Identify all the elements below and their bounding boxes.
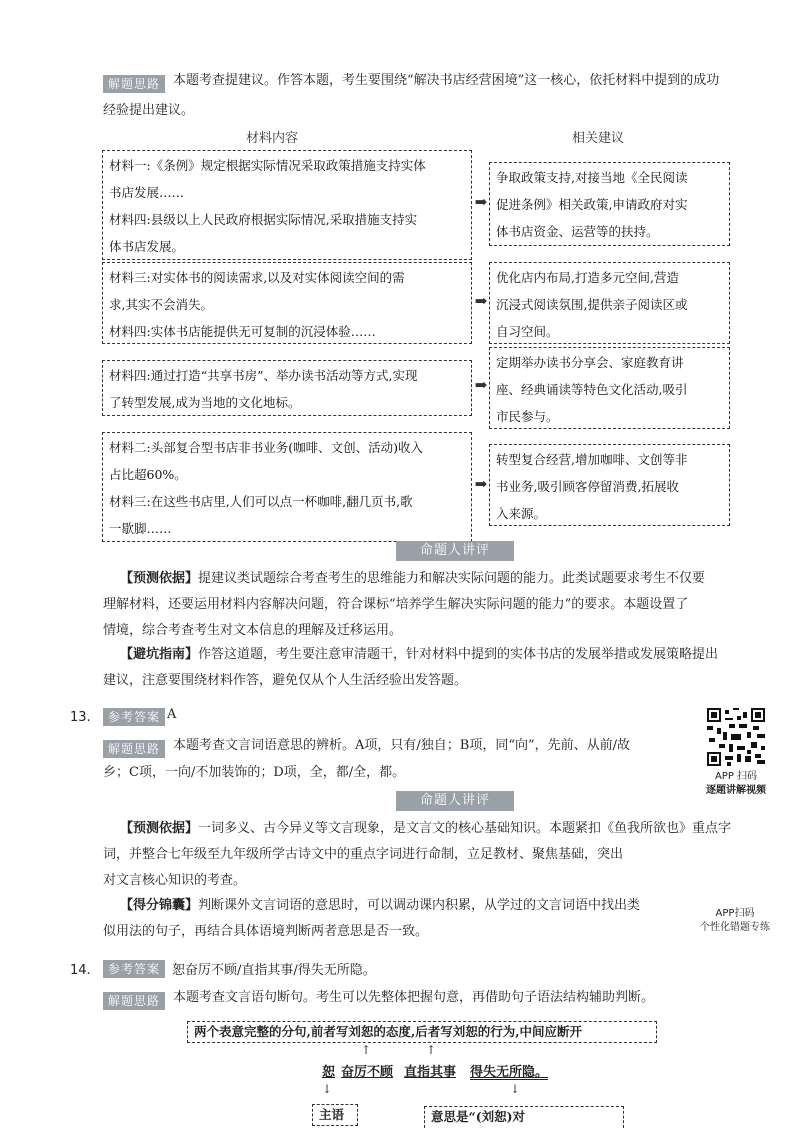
reference-answer-tag: 参考答案	[103, 960, 165, 978]
suggestion-line: 书业务,吸引顾客停留消费,拓展收	[496, 479, 679, 494]
text-line: 理解材料，还要运用材料内容解决问题，符合课标“培养学生解决实际问题的能力”的要求。本题设置了	[103, 597, 689, 612]
app-scan-caption	[695, 770, 777, 798]
analysis-note-box: 两个表意完整的分句,前者写刘恕的态度,后者写刘恕的行为,中间应断开	[187, 1021, 657, 1043]
sentence-segment: 得失无所隐。	[470, 1065, 549, 1080]
prediction-basis-label: 【预测依据】	[120, 821, 199, 836]
text-line: 判断课外文言词语的意思时，可以调动课内积累，从学过的文言词语中找出类	[198, 898, 641, 913]
material-line: 材料四:实体书店能提供无可复制的沉浸体验……	[109, 324, 376, 339]
arrow-right-icon: ➡	[474, 475, 488, 493]
suggestion-line: 转型复合经营,增加咖啡、文创等非	[496, 452, 688, 467]
material-line: 求,其实不会消失。	[109, 297, 213, 312]
arrow-right-icon: ➡	[474, 376, 488, 394]
solution-text-line2: 乡；C项，一向/不加装饰的；D项，全，都/全，都。	[103, 765, 406, 780]
solution-text-line2: 经验提出建议。	[103, 103, 195, 118]
solution-text-line1: 本题考查文言词语意思的辨析。A项，只有/独自；B项，同“向”，先前、从前/故	[173, 738, 630, 753]
scoring-tips	[120, 893, 700, 919]
suggestion-line: 入来源。	[496, 506, 547, 521]
suggestion-line: 优化店内布局,打造多元空间,营造	[496, 270, 679, 285]
suggestion-line: 自习空间。	[496, 324, 559, 339]
material-line: 材料四:通过打造“共享书房”、举办读书活动等方式,实现	[109, 368, 418, 383]
prediction-basis-label: 【预测依据】	[120, 571, 199, 586]
suggestion-box-4	[489, 444, 730, 526]
solution-text-line1: 本题考查提建议。作答本题，考生要围绕“解决书店经营困境”这一核心，依托材料中提到的成功	[173, 73, 720, 88]
material-line: 体书店发展。	[109, 239, 185, 254]
answer-text: 恕奋厉不顾/直指其事/得失无所隐。	[172, 963, 376, 978]
answer-text: A	[167, 707, 177, 722]
suggestion-line: 市民参与。	[496, 409, 559, 424]
commentary-banner: 命题人讲评	[396, 541, 514, 561]
solution-approach-tag: 解题思路	[103, 75, 165, 93]
sentence-subject: 恕	[322, 1065, 336, 1080]
material-line: 一歇脚……	[109, 521, 172, 536]
suggestion-line: 座、经典诵读等特色文化活动,吸引	[496, 382, 688, 397]
material-line: 书店发展……	[109, 185, 185, 200]
material-line: 了转型发展,成为当地的文化地标。	[109, 395, 301, 410]
app-scan-caption	[685, 907, 785, 935]
caption-line: APP 扫码	[714, 771, 758, 782]
arrow-down-icon: ↓	[322, 1082, 333, 1096]
subject-label-box: 主语	[312, 1104, 358, 1126]
text-line: 对文言核心知识的考查。	[103, 873, 247, 888]
material-line: 占比超60%。	[109, 467, 187, 482]
material-box-3	[102, 360, 472, 416]
material-box-4	[102, 432, 472, 542]
sentence-segment: 直指其事	[404, 1065, 457, 1080]
question-number: 13.	[70, 710, 91, 725]
text-line: 一词多义、古今异义等文言现象，是文言文的核心基础知识。本题紧扣《鱼我所欲也》重点字	[198, 821, 732, 836]
reference-answer-tag: 参考答案	[103, 708, 165, 726]
text-line: 建议，注意要围绕材料作答，避免仅从个人生活经验出发答题。	[103, 673, 468, 688]
solution-approach-tag: 解题思路	[103, 992, 165, 1010]
material-line: 材料三:对实体书的阅读需求,以及对实体阅读空间的需	[109, 270, 405, 285]
text-line: 词，并整合七年级至九年级所学古诗文中的重点字词进行命制，立足教材、聚焦基础，突出	[103, 847, 624, 862]
avoid-pitfalls-label: 【避坑指南】	[120, 647, 199, 662]
qr-code-icon[interactable]	[707, 708, 765, 766]
material-line: 材料二:头部复合型书店非书业务(咖啡、文创、活动)收入	[109, 440, 423, 455]
question-number: 14.	[70, 963, 91, 978]
material-box-2	[102, 262, 472, 344]
prediction-basis	[120, 816, 780, 842]
suggestion-line: 定期举办读书分享会、家庭教育讲	[496, 355, 684, 370]
material-box-1	[102, 150, 472, 260]
meaning-note-box: 意思是“(刘恕)对	[424, 1106, 624, 1128]
prediction-basis	[120, 566, 780, 592]
column-header-suggestion: 相关建议	[572, 131, 625, 146]
suggestion-line: 争取政策支持,对接当地《全民阅读	[496, 170, 688, 185]
text-line: 提建议类试题综合考查考生的思维能力和解决实际问题的能力。此类试题要求考生不仅要	[198, 571, 706, 586]
commentary-banner: 命题人讲评	[396, 791, 514, 811]
text-line: 作答这道题，考生要注意审清题干，针对材料中提到的实体书店的发展举措或发展策略提出	[198, 647, 719, 662]
avoid-pitfalls	[120, 642, 780, 668]
suggestion-line: 促进条例》相关政策,申请政府对实	[496, 197, 688, 212]
suggestion-line: 体书店资金、运营等的扶持。	[496, 224, 659, 239]
arrow-right-icon: ➡	[474, 292, 488, 310]
material-line: 材料四:县级以上人民政府根据实际情况,采取措施支持实	[109, 212, 418, 227]
text-line: 情境，综合考查考生对文本信息的理解及迁移运用。	[103, 623, 403, 638]
column-header-material: 材料内容	[246, 131, 299, 146]
caption-line: 个性化错题专练	[700, 922, 770, 933]
arrow-right-icon: ➡	[474, 193, 488, 211]
suggestion-line: 沉浸式阅读氛围,提供亲子阅读区或	[496, 297, 688, 312]
scoring-tips-label: 【得分锦囊】	[120, 898, 199, 913]
suggestion-box-3	[489, 347, 730, 429]
arrow-down-icon: ↓	[510, 1082, 521, 1096]
solution-approach-tag: 解题思路	[103, 740, 165, 758]
material-line: 材料一:《条例》规定根据实际情况采取政策措施支持实体	[109, 158, 426, 173]
arrow-up-icon: ↑	[361, 1043, 372, 1057]
suggestion-box-2	[489, 262, 730, 344]
suggestion-box-1	[489, 162, 730, 246]
material-line: 材料三:在这些书店里,人们可以点一杯咖啡,翻几页书,歌	[109, 494, 413, 509]
caption-line: 逐题讲解视频	[706, 785, 766, 796]
arrow-up-icon: ↑	[426, 1043, 437, 1057]
sentence-segment: 奋厉不顾	[341, 1065, 394, 1080]
caption-line: APP扫码	[715, 908, 755, 919]
solution-text-line1: 本题考查文言语句断句。考生可以先整体把握句意，再借助句子语法结构辅助判断。	[173, 990, 655, 1005]
text-line: 似用法的句子，再结合具体语境判断两者意思是否一致。	[103, 924, 429, 939]
